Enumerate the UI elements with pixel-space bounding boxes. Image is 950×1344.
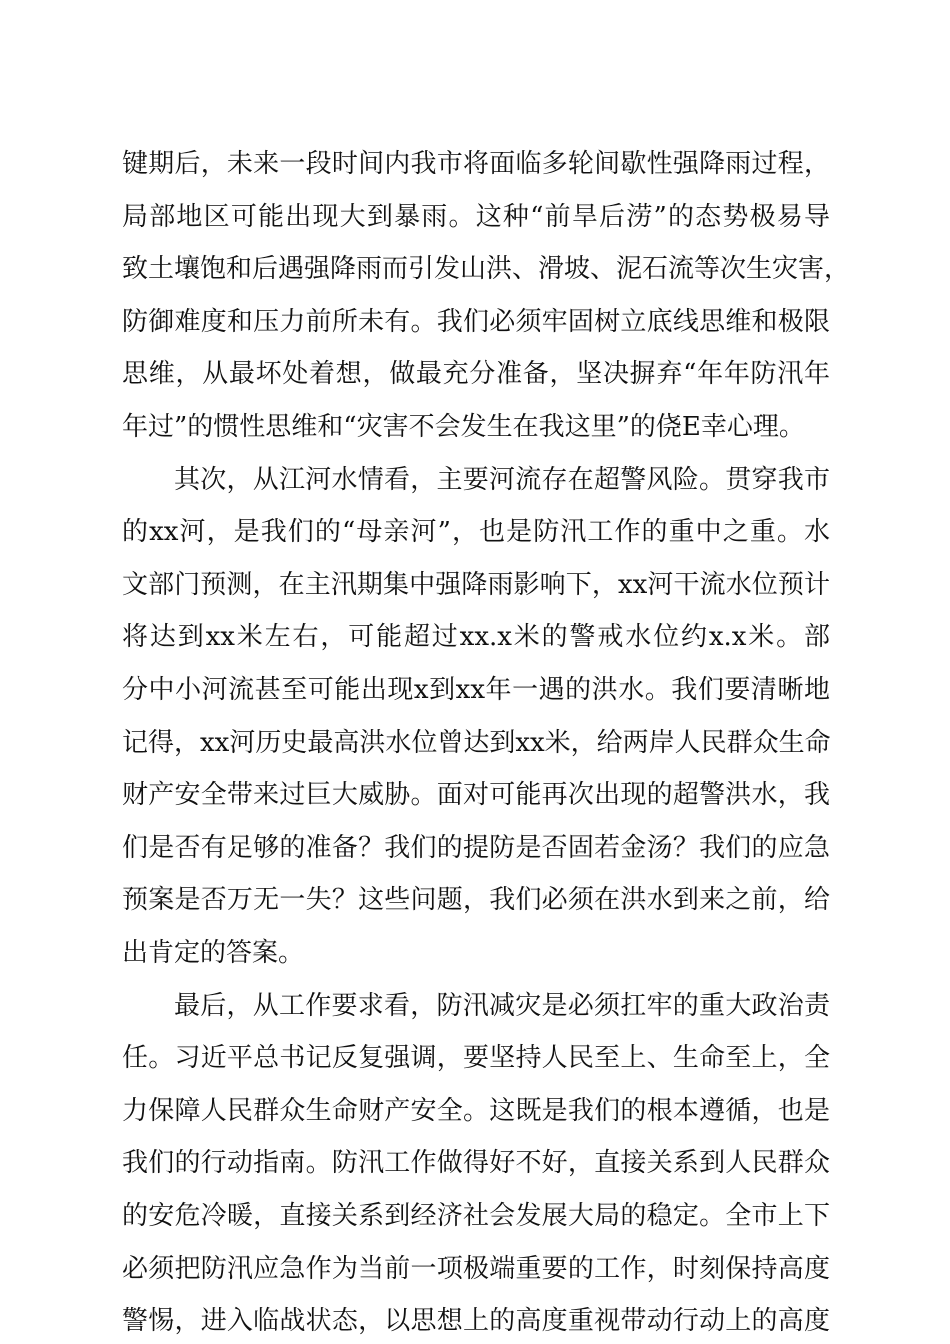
text-line: 思维，从最坏处着想，做最充分准备，坚决摒弃“年年防汛年 (122, 359, 830, 389)
text-line: 预案是否万无一失？这些问题，我们必须在洪水到来之前，给 (122, 885, 830, 915)
text-line: 将达到xx米左右，可能超过xx.x米的警戒水位约x.x米。部 (122, 622, 830, 652)
text-line: 局部地区可能出现大到暴雨。这种“前旱后涝”的态势极易导 (122, 202, 830, 232)
text-line: 的xx河，是我们的“母亲河”，也是防汛工作的重中之重。水 (122, 517, 830, 547)
text-line: 出肯定的答案。 (122, 938, 305, 968)
text-line: 力保障人民群众生命财产安全。这既是我们的根本遵循，也是 (122, 1096, 830, 1126)
text-line: 记得，xx河历史最高洪水位曾达到xx米，给两岸人民群众生命 (122, 728, 831, 758)
text-line: 致土壤饱和后遇强降雨而引发山洪、滑坡、泥石流等次生灾害， (122, 254, 851, 284)
text-line: 年过”的惯性思维和“灾害不会发生在我这里”的侥E幸心理。 (122, 412, 805, 442)
paragraph-first-line: 最后，从工作要求看，防汛减灾是必须扛牢的重大政治责 (174, 991, 830, 1021)
text-line: 们是否有足够的准备？我们的提防是否固若金汤？我们的应急 (122, 833, 830, 863)
text-line: 键期后，未来一段时间内我市将面临多轮间歇性强降雨过程， (122, 149, 830, 179)
text-line: 警惕，进入临战状态，以思想上的高度重视带动行动上的高度 (122, 1306, 830, 1336)
text-line: 任。习近平总书记反复强调，要坚持人民至上、生命至上，全 (122, 1043, 830, 1073)
text-line: 财产安全带来过巨大威胁。面对可能再次出现的超警洪水，我 (122, 780, 830, 810)
text-line: 的安危冷暖，直接关系到经济社会发展大局的稳定。全市上下 (122, 1201, 830, 1231)
paragraph-first-line: 其次，从江河水情看，主要河流存在超警风险。贯穿我市 (174, 465, 830, 495)
text-line: 文部门预测，在主汛期集中强降雨影响下，xx河干流水位预计 (122, 570, 830, 600)
text-line: 必须把防汛应急作为当前一项极端重要的工作，时刻保持高度 (122, 1254, 830, 1284)
text-line: 分中小河流甚至可能出现x到xx年一遇的洪水。我们要清晰地 (122, 675, 830, 705)
text-line: 防御难度和压力前所未有。我们必须牢固树立底线思维和极限 (122, 307, 830, 337)
text-line: 我们的行动指南。防汛工作做得好不好，直接关系到人民群众 (122, 1148, 830, 1178)
